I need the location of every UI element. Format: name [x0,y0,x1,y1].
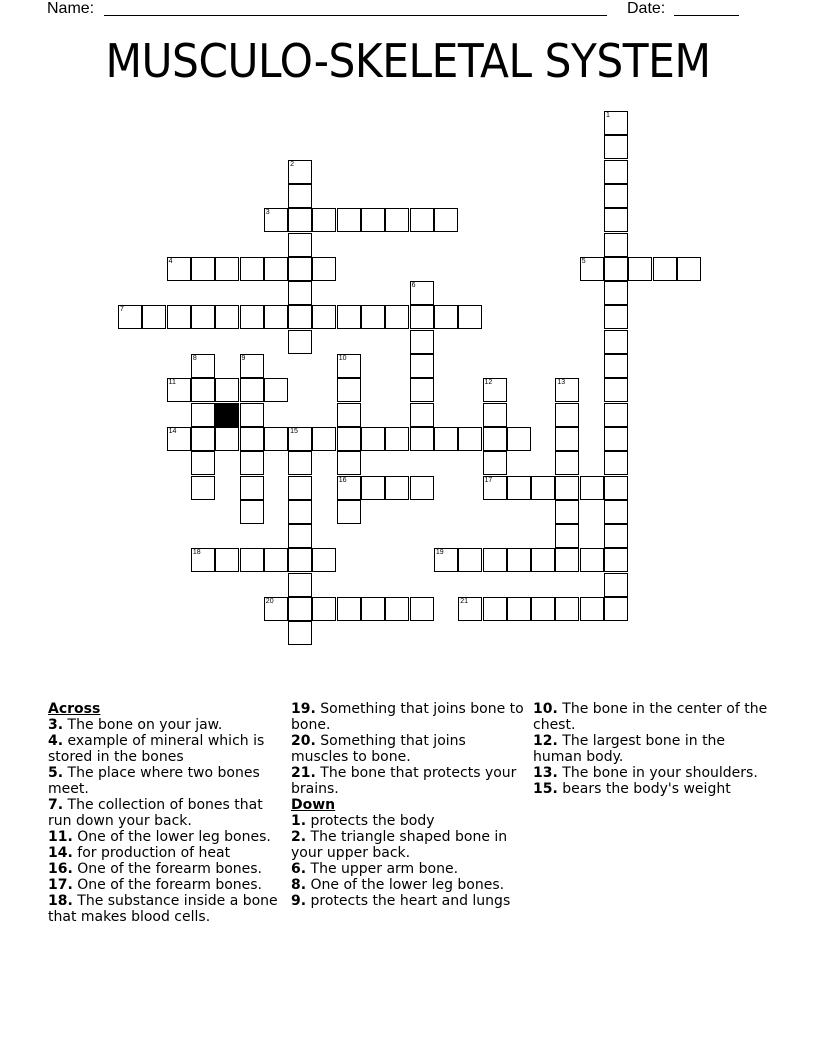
clue-item-number: 13. [533,765,558,781]
clue-item-number: 19. [291,701,316,717]
clue-number: 21 [460,598,468,605]
clue-number: 14 [168,427,177,435]
clue-item-text: The substance inside a bone that makes blood cells. [48,893,278,925]
grid-cell[interactable] [555,500,579,524]
clue-item-number: 2. [291,829,307,845]
grid-cell[interactable] [507,548,531,572]
grid-cell[interactable] [604,573,628,597]
grid-cell[interactable] [240,354,264,378]
clue-item [48,797,283,829]
grid-cell[interactable] [191,427,215,451]
grid-cell[interactable] [653,257,677,281]
clue-item-text: The place where two bones meet. [48,765,260,797]
grid-cell[interactable] [167,427,191,451]
grid-cell[interactable] [191,451,215,475]
grid-cell[interactable] [555,403,579,427]
clue-item-number: 21. [291,765,316,781]
grid-cell[interactable] [191,305,215,329]
clue-number: 15 [290,427,298,435]
grid-cell[interactable] [507,476,531,500]
clue-item [533,701,768,733]
clue-item-text: One of the lower leg bones. [72,829,271,845]
grid-cell[interactable] [458,427,482,451]
grid-cell[interactable] [337,476,361,500]
grid-cell[interactable] [580,476,604,500]
clue-item-number: 1. [291,813,307,829]
grid-cell[interactable] [361,476,385,500]
clue-item [291,765,526,797]
grid-cell[interactable] [288,233,312,257]
grid-cell[interactable] [507,427,531,451]
grid-cell[interactable] [264,257,288,281]
clue-number: 6 [411,282,416,290]
grid-cell[interactable] [240,500,264,524]
grid-cell[interactable] [458,548,482,572]
grid-cell[interactable] [288,257,312,281]
clue-number: 3 [265,209,270,217]
grid-cell[interactable] [531,597,555,621]
clue-item-text: The bone that protects your brains. [291,765,517,797]
grid-cell[interactable] [604,500,628,524]
grid-cell[interactable] [240,257,264,281]
clue-item [291,701,526,733]
clue-item [48,845,283,861]
grid-cell[interactable] [604,354,628,378]
grid-cell[interactable] [264,378,288,402]
clue-item-number: 14. [48,845,73,861]
grid-cell[interactable] [385,476,409,500]
grid-cell[interactable] [604,524,628,548]
grid-cell[interactable] [288,597,312,621]
clue-item [48,733,283,765]
clue-item-text: One of the forearm bones. [72,877,263,893]
clue-item [48,877,283,893]
grid-cell[interactable] [604,281,628,305]
grid-cell[interactable] [240,403,264,427]
across-clue-list [48,717,283,925]
clue-item-text: The bone on your jaw. [63,717,223,733]
grid-cell[interactable] [361,305,385,329]
grid-cell[interactable] [410,476,434,500]
clues-column-1 [48,701,283,925]
grid-cell[interactable] [240,451,264,475]
clue-number: 5 [581,257,586,265]
clue-number: 7 [120,306,124,314]
grid-cell[interactable] [483,378,507,402]
grid-cell[interactable] [361,427,385,451]
grid-cell[interactable] [288,524,312,548]
clue-number: 4 [168,257,173,265]
clue-item-text: protects the body [306,813,435,829]
grid-cell[interactable] [604,233,628,257]
clue-item-text: Something that joins bone to bone. [291,701,524,733]
clue-item [48,861,283,877]
clue-number: 9 [241,355,246,362]
grid-cell[interactable] [167,378,191,402]
clue-number: 20 [265,598,274,605]
grid-cell[interactable] [555,476,579,500]
grid-cell[interactable] [604,403,628,427]
clue-item-text: example of mineral which is stored in the bones [48,733,265,765]
grid-cell[interactable] [385,427,409,451]
grid-cell[interactable] [604,548,628,572]
grid-cell[interactable] [555,524,579,548]
grid-cell[interactable] [483,476,507,500]
grid-cell[interactable] [240,427,264,451]
grid-cell[interactable] [410,403,434,427]
clue-item-number: 16. [48,861,73,877]
grid-cell[interactable] [337,500,361,524]
clue-number: 19 [435,549,444,557]
grid-cell[interactable] [580,597,604,621]
grid-cell[interactable] [337,378,361,402]
grid-cell[interactable] [312,208,336,232]
grid-cell[interactable] [288,451,312,475]
clue-item-text: The triangle shaped bone in your upper back. [291,829,508,861]
grid-cell[interactable] [191,378,215,402]
clue-item-number: 5. [48,765,64,781]
grid-cell[interactable] [312,597,336,621]
grid-cell[interactable] [312,427,336,451]
clue-item [48,765,283,797]
grid-cell[interactable] [580,548,604,572]
clue-item-text: for production of heat [72,845,231,861]
grid-cell[interactable] [288,427,312,451]
clue-item-text: protects the heart and lungs [306,893,511,909]
clue-item-text: The bone in the center of the chest. [533,701,768,733]
grid-cell[interactable] [410,281,434,305]
grid-cell[interactable] [288,160,312,184]
grid-cell[interactable] [604,476,628,500]
clue-item-number: 8. [291,877,307,893]
grid-cell[interactable] [288,330,312,354]
grid-cell[interactable] [410,208,434,232]
clues-column-3 [533,701,768,797]
clue-item-number: 7. [48,797,64,813]
grid-cell[interactable] [604,208,628,232]
grid-cell[interactable] [240,476,264,500]
grid-cell[interactable] [288,500,312,524]
clue-item-text: bears the body's weight [557,781,731,797]
grid-cell[interactable] [410,305,434,329]
grid-cell[interactable] [458,305,482,329]
grid-cell[interactable] [434,548,458,572]
page-title: MUSCULO-SKELETAL SYSTEM [105,34,711,88]
down-clue-list-continued [533,701,768,797]
grid-cell[interactable] [555,548,579,572]
grid-cell[interactable] [483,548,507,572]
grid-cell[interactable] [483,597,507,621]
grid-cell[interactable] [288,476,312,500]
clue-item-number: 3. [48,717,64,733]
grid-cell[interactable] [410,427,434,451]
grid-cell[interactable] [410,378,434,402]
across-heading: Across [48,701,101,717]
clue-item [291,877,526,893]
clue-item [48,893,283,925]
clue-item [291,813,526,829]
grid-block [215,403,239,427]
grid-cell[interactable] [240,378,264,402]
clue-number: 1 [606,112,610,119]
clue-item-number: 6. [291,861,307,877]
grid-cell[interactable] [288,305,312,329]
clue-item [291,829,526,861]
grid-cell[interactable] [604,330,628,354]
grid-cell[interactable] [483,427,507,451]
grid-cell[interactable] [337,305,361,329]
clue-item [533,733,768,765]
grid-cell[interactable] [361,208,385,232]
clue-number: 11 [168,379,176,387]
grid-cell[interactable] [215,548,239,572]
clue-item-text: The collection of bones that run down your back. [48,797,263,829]
grid-cell[interactable] [434,427,458,451]
grid-cell[interactable] [604,135,628,159]
grid-cell[interactable] [361,597,385,621]
clue-number: 18 [192,549,201,557]
down-clue-list [291,813,526,909]
grid-cell[interactable] [604,184,628,208]
clue-number: 17 [484,476,493,484]
grid-cell[interactable] [288,281,312,305]
grid-cell[interactable] [555,378,579,402]
clue-number: 10 [338,355,347,362]
clue-number: 16 [338,476,347,484]
grid-cell[interactable] [312,548,336,572]
grid-cell[interactable] [191,403,215,427]
grid-cell[interactable] [604,160,628,184]
grid-cell[interactable] [312,257,336,281]
grid-cell[interactable] [191,354,215,378]
grid-cell[interactable] [604,427,628,451]
clue-item-number: 18. [48,893,73,909]
grid-cell[interactable] [434,305,458,329]
grid-cell[interactable] [385,597,409,621]
grid-cell[interactable] [628,257,652,281]
name-label: Name: [47,0,95,17]
clue-item [291,861,526,877]
grid-cell[interactable] [410,597,434,621]
grid-cell[interactable] [531,476,555,500]
grid-cell[interactable] [385,208,409,232]
clue-item [48,717,283,733]
down-heading: Down [291,797,336,813]
date-label: Date: [627,0,666,17]
grid-cell[interactable] [483,451,507,475]
grid-cell[interactable] [118,305,142,329]
across-clue-list-continued [291,701,526,797]
clue-item-number: 15. [533,781,558,797]
grid-cell[interactable] [337,597,361,621]
grid-cell[interactable] [264,548,288,572]
grid-cell[interactable] [555,597,579,621]
grid-cell[interactable] [555,451,579,475]
grid-cell[interactable] [264,597,288,621]
clue-item-text: The upper arm bone. [306,861,459,877]
grid-cell[interactable] [264,208,288,232]
grid-cell[interactable] [604,305,628,329]
clue-item [48,829,283,845]
clue-item-text: The largest bone in the human body. [533,733,726,765]
clue-number: 2 [290,160,294,168]
grid-cell[interactable] [312,305,336,329]
clue-item-number: 9. [291,893,307,909]
grid-cell[interactable] [507,597,531,621]
clue-number: 8 [192,355,197,362]
clue-item-number: 12. [533,733,558,749]
grid-cell[interactable] [215,427,239,451]
grid-cell[interactable] [191,476,215,500]
grid-cell[interactable] [337,208,361,232]
clue-item-number: 11. [48,829,73,845]
grid-cell[interactable] [580,257,604,281]
grid-cell[interactable] [483,403,507,427]
clue-item [291,893,526,909]
grid-cell[interactable] [288,548,312,572]
clue-item-number: 20. [291,733,316,749]
clue-number: 12 [484,379,493,387]
grid-cell[interactable] [458,597,482,621]
grid-cell[interactable] [191,548,215,572]
clue-item-number: 10. [533,701,558,717]
grid-cell[interactable] [337,403,361,427]
grid-cell[interactable] [531,548,555,572]
clue-item-text: One of the forearm bones. [72,861,263,877]
grid-cell[interactable] [555,427,579,451]
clue-item-text: The bone in your shoulders. [557,765,758,781]
clue-item-text: One of the lower leg bones. [306,877,505,893]
grid-cell[interactable] [215,305,239,329]
grid-cell[interactable] [604,378,628,402]
grid-cell[interactable] [434,208,458,232]
grid-cell[interactable] [167,305,191,329]
grid-cell[interactable] [288,208,312,232]
grid-cell[interactable] [167,257,191,281]
grid-cell[interactable] [264,305,288,329]
grid-cell[interactable] [677,257,701,281]
grid-cell[interactable] [337,354,361,378]
clue-item-text: Something that joins muscles to bone. [291,733,466,765]
clue-item-number: 17. [48,877,73,893]
clue-item-number: 4. [48,733,64,749]
grid-cell[interactable] [410,330,434,354]
grid-cell[interactable] [240,548,264,572]
clue-item [533,781,768,797]
grid-cell[interactable] [604,111,628,135]
grid-cell[interactable] [191,257,215,281]
grid-cell[interactable] [288,573,312,597]
grid-cell[interactable] [215,378,239,402]
grid-cell[interactable] [288,621,312,645]
grid-cell[interactable] [410,354,434,378]
grid-cell[interactable] [604,597,628,621]
grid-cell[interactable] [385,305,409,329]
grid-cell[interactable] [264,427,288,451]
grid-cell[interactable] [337,427,361,451]
grid-cell[interactable] [142,305,166,329]
grid-cell[interactable] [604,257,628,281]
grid-cell[interactable] [288,184,312,208]
grid-cell[interactable] [604,451,628,475]
clue-item [291,733,526,765]
clue-number: 13 [557,379,566,387]
grid-cell[interactable] [240,305,264,329]
grid-cell[interactable] [215,257,239,281]
clues-column-2 [291,701,526,909]
grid-cell[interactable] [337,451,361,475]
clue-item [533,765,768,781]
